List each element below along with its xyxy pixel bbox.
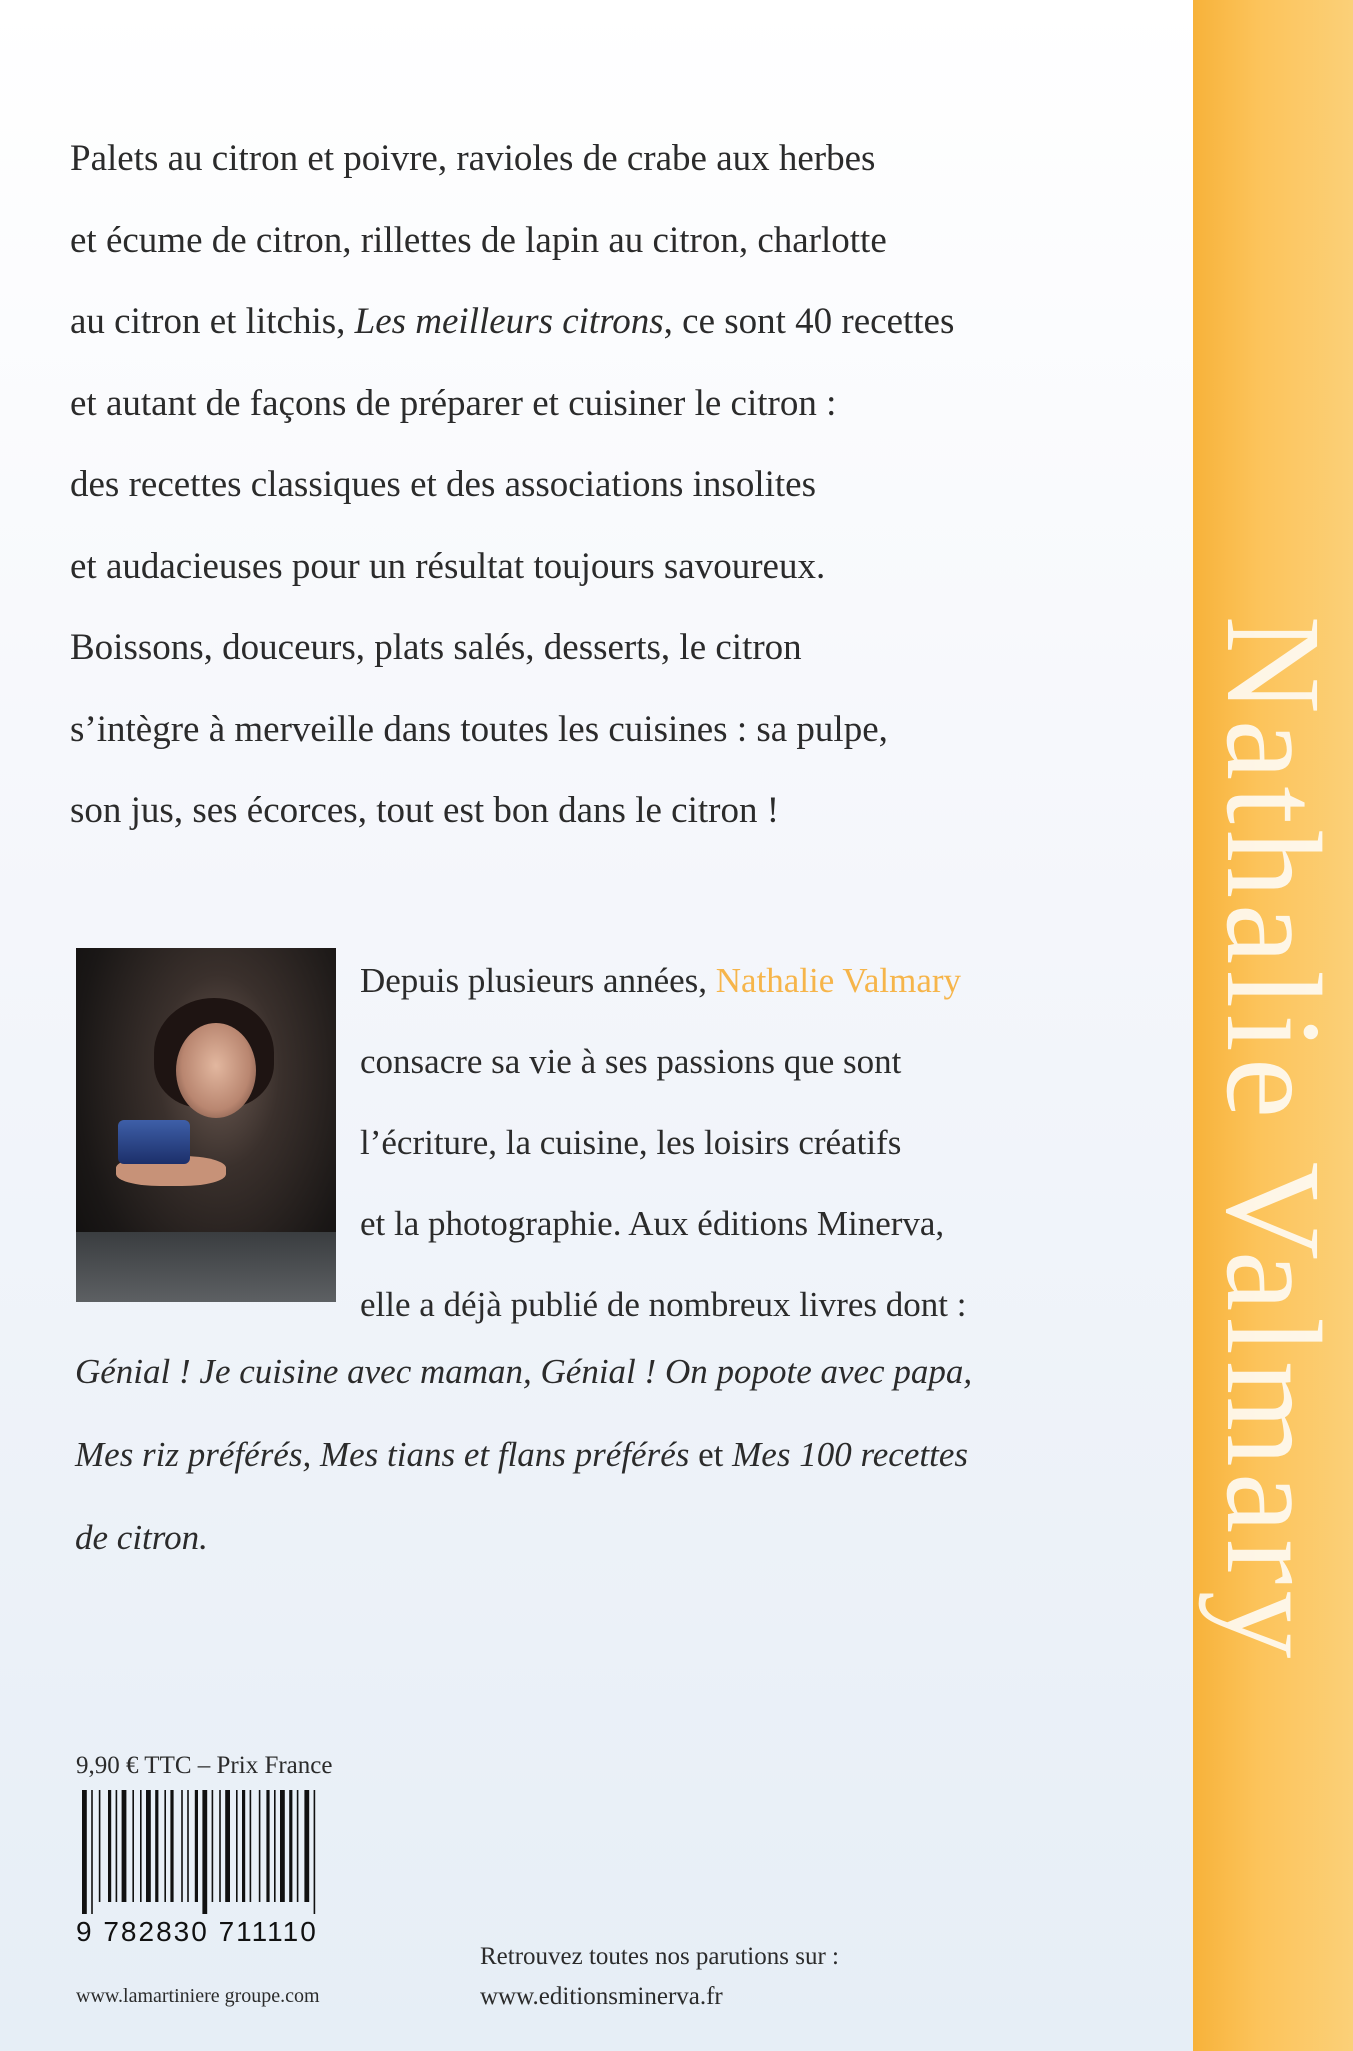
barcode-bar <box>297 1790 299 1902</box>
isbn-digits: 9 782830 711110 <box>76 1916 318 1947</box>
blurb-line <box>70 770 1090 852</box>
blurb-line <box>70 118 1090 200</box>
barcode-bar <box>99 1790 101 1902</box>
barcode-bar <box>266 1790 269 1902</box>
works-conjunction: et <box>689 1435 733 1474</box>
barcode-bar <box>122 1790 127 1902</box>
barcode-bar <box>181 1790 183 1902</box>
blurb-text: au citron et litchis, <box>70 301 355 342</box>
blurb-text: Palets au citron et poivre, ravioles de crabe aux herbes <box>70 138 876 179</box>
barcode-bar <box>82 1790 87 1914</box>
blurb-text: Boissons, douceurs, plats salés, desserts, le citron <box>70 627 802 668</box>
works-line-2 <box>75 1413 1095 1496</box>
barcode-bar <box>170 1790 173 1902</box>
works-line-3: de citron. <box>75 1518 208 1557</box>
photo-face <box>176 1023 256 1118</box>
barcode-bar <box>236 1790 238 1902</box>
barcode-bar <box>164 1790 166 1902</box>
photo-mug <box>118 1120 190 1164</box>
blurb-line <box>70 689 1090 771</box>
find-us-label: Retrouvez toutes nos parutions sur : <box>480 1943 839 1970</box>
blurb-text: et autant de façons de préparer et cuisiner le citron : <box>70 382 837 424</box>
barcode-bar <box>250 1790 252 1902</box>
bio-author-name: Nathalie Valmary <box>715 961 962 1000</box>
works-line-1: Génial ! Je cuisine avec maman, Génial ! On popote avec papa, <box>75 1352 973 1391</box>
bio-first-line <box>360 940 1120 1021</box>
isbn-barcode <box>76 1790 376 1950</box>
photo-counter <box>76 1232 336 1302</box>
publisher-info <box>480 1937 839 2017</box>
author-photo <box>76 948 336 1302</box>
blurb-text: des recettes classiques et des associations insolites <box>70 464 816 505</box>
blurb-text: et audacieuses pour un résultat toujours savoureux. <box>70 545 826 587</box>
barcode-bar <box>132 1790 134 1902</box>
barcode-bar <box>108 1790 111 1902</box>
publisher-website: www.editionsminerva.fr <box>480 1983 723 2010</box>
author-bio <box>360 940 1120 1345</box>
works-titles-a: Mes riz préférés, Mes tians et flans préférés <box>75 1435 690 1474</box>
blurb-book-title: Les meilleurs citrons <box>354 301 664 342</box>
barcode-bar <box>219 1790 221 1902</box>
blurb-line <box>70 526 1090 608</box>
barcode-bar <box>187 1790 189 1902</box>
blurb-text: , ce sont 40 recettes <box>663 301 955 342</box>
blurb-paragraph <box>70 118 1090 852</box>
barcode-bar <box>116 1790 118 1902</box>
blurb-text: et écume de citron, rillettes de lapin au citron, charlotte <box>70 219 887 261</box>
barcode-bar <box>304 1790 309 1902</box>
bio-line: l’écriture, la cuisine, les loisirs créatifs <box>360 1123 902 1162</box>
barcode-bar <box>202 1790 207 1914</box>
barcode-bar <box>274 1790 276 1902</box>
bio-line: consacre sa vie à ses passions que sont <box>360 1042 902 1081</box>
barcode-bar <box>146 1790 151 1902</box>
barcode-bar <box>289 1790 292 1902</box>
barcode-bar <box>280 1790 285 1902</box>
barcode-bar <box>91 1790 93 1914</box>
blurb-text: s’intègre à merveille dans toutes les cuisines : sa pulpe, <box>70 708 888 750</box>
barcode-bar <box>314 1790 316 1914</box>
barcode-bar <box>212 1790 214 1902</box>
blurb-line <box>70 200 1090 282</box>
blurb-line <box>70 363 1090 445</box>
group-website: www.lamartiniere groupe.com <box>76 1985 320 2007</box>
spine-author-name: Nathalie Valmary <box>1198 615 1348 1665</box>
blurb-line <box>70 444 1090 526</box>
blurb-line <box>70 607 1090 689</box>
barcode-bar <box>195 1790 198 1902</box>
barcode-bar <box>155 1790 158 1902</box>
barcode-bar <box>259 1790 261 1902</box>
blurb-text: son jus, ses écorces, tout est bon dans le citron ! <box>70 790 780 831</box>
works-titles-b: Mes 100 recettes <box>732 1435 968 1474</box>
spine-band <box>1193 0 1353 2051</box>
blurb-line <box>70 281 1090 363</box>
barcode-bars <box>76 1790 366 1914</box>
barcode-bar <box>242 1790 245 1902</box>
other-works <box>75 1330 1095 1579</box>
bio-intro: Depuis plusieurs années, <box>360 961 716 1000</box>
barcode-bar <box>225 1790 230 1902</box>
bio-line: et la photographie. Aux éditions Minerva, <box>360 1204 945 1243</box>
bio-line: elle a déjà publié de nombreux livres dont : <box>360 1285 967 1324</box>
price-label: 9,90 € TTC – Prix France <box>76 1752 333 1779</box>
barcode-bar <box>140 1790 142 1902</box>
